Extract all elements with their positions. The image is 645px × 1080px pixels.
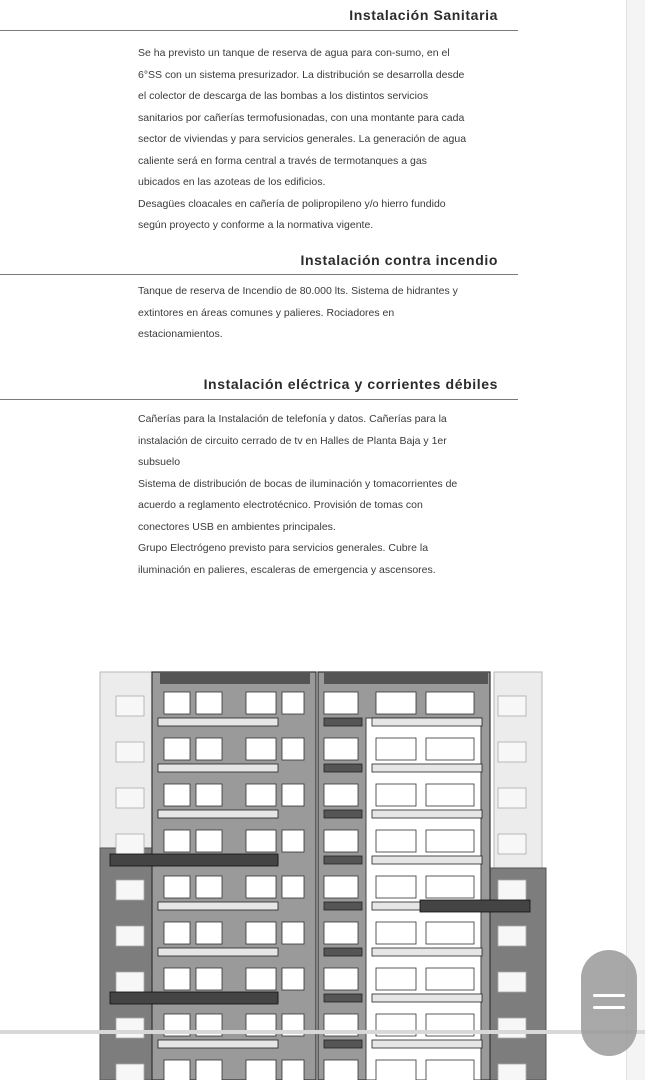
section-body-incendio [138, 281, 523, 346]
scroll-track[interactable] [626, 0, 645, 1080]
body-line: Se ha previsto un tanque de reserva de agua para con-sumo, en el [138, 47, 450, 59]
page-divider [0, 1030, 645, 1034]
body-line: instalación de circuito cerrado de tv en Halles de Planta Baja y 1er [138, 434, 447, 447]
body-line: según proyecto y conforme a la normativa vigente. [138, 219, 374, 231]
section-body-sanitaria [138, 43, 523, 237]
body-line: sector de viviendas y para servicios generales. La generación de agua [138, 133, 467, 145]
section-divider [0, 274, 518, 275]
body-line: estacionamientos. [138, 328, 223, 340]
body-line: Tanque de reserva de Incendio de 80.000 lts. Sistema de hidrantes y [138, 285, 458, 297]
body-line: Grupo Electrógeno previsto para servicios generales. Cubre la [138, 542, 429, 554]
body-line: sanitarios por cañerías termofusionadas, con una montante para cada [138, 111, 465, 124]
body-line: el colector de descarga de las bombas a los distintos servicios [138, 90, 429, 102]
section-divider [0, 30, 518, 31]
body-line: conectores USB en ambientes principales. [138, 520, 336, 533]
section-title-incendio: Instalación contra incendio [300, 252, 498, 268]
building-facade-illustration [96, 668, 551, 1080]
body-line: extintores en áreas comunes y palieres. Rociadores en [138, 306, 395, 319]
section-divider [0, 399, 518, 400]
body-line: Sistema de distribución de bocas de iluminación y tomacorrientes de [138, 477, 458, 490]
body-line: iluminación en palieres, escaleras de emergencia y ascensores. [138, 563, 436, 576]
body-line: 6°SS con un sistema presurizador. La distribución se desarrolla desde [138, 68, 465, 81]
body-line: caliente será en forma central a través de termotanques a gas [138, 154, 427, 167]
body-line: subsuelo [138, 456, 181, 468]
section-title-sanitaria: Instalación Sanitaria [349, 7, 498, 23]
menu-bar [593, 994, 625, 997]
body-line: Desagües cloacales en cañería de polipropileno y/o hierro fundido [138, 197, 446, 210]
menu-handle-icon[interactable] [581, 950, 637, 1056]
body-line: Cañerías para la Instalación de telefonía y datos. Cañerías para la [138, 413, 447, 425]
body-line: acuerdo a reglamento electrotécnico. Provisión de tomas con [138, 499, 423, 511]
section-title-electrica: Instalación eléctrica y corrientes débiles [203, 376, 498, 392]
body-line: ubicados en las azoteas de los edificios. [138, 176, 326, 188]
menu-bar [593, 1006, 625, 1009]
section-body-electrica [138, 409, 523, 581]
